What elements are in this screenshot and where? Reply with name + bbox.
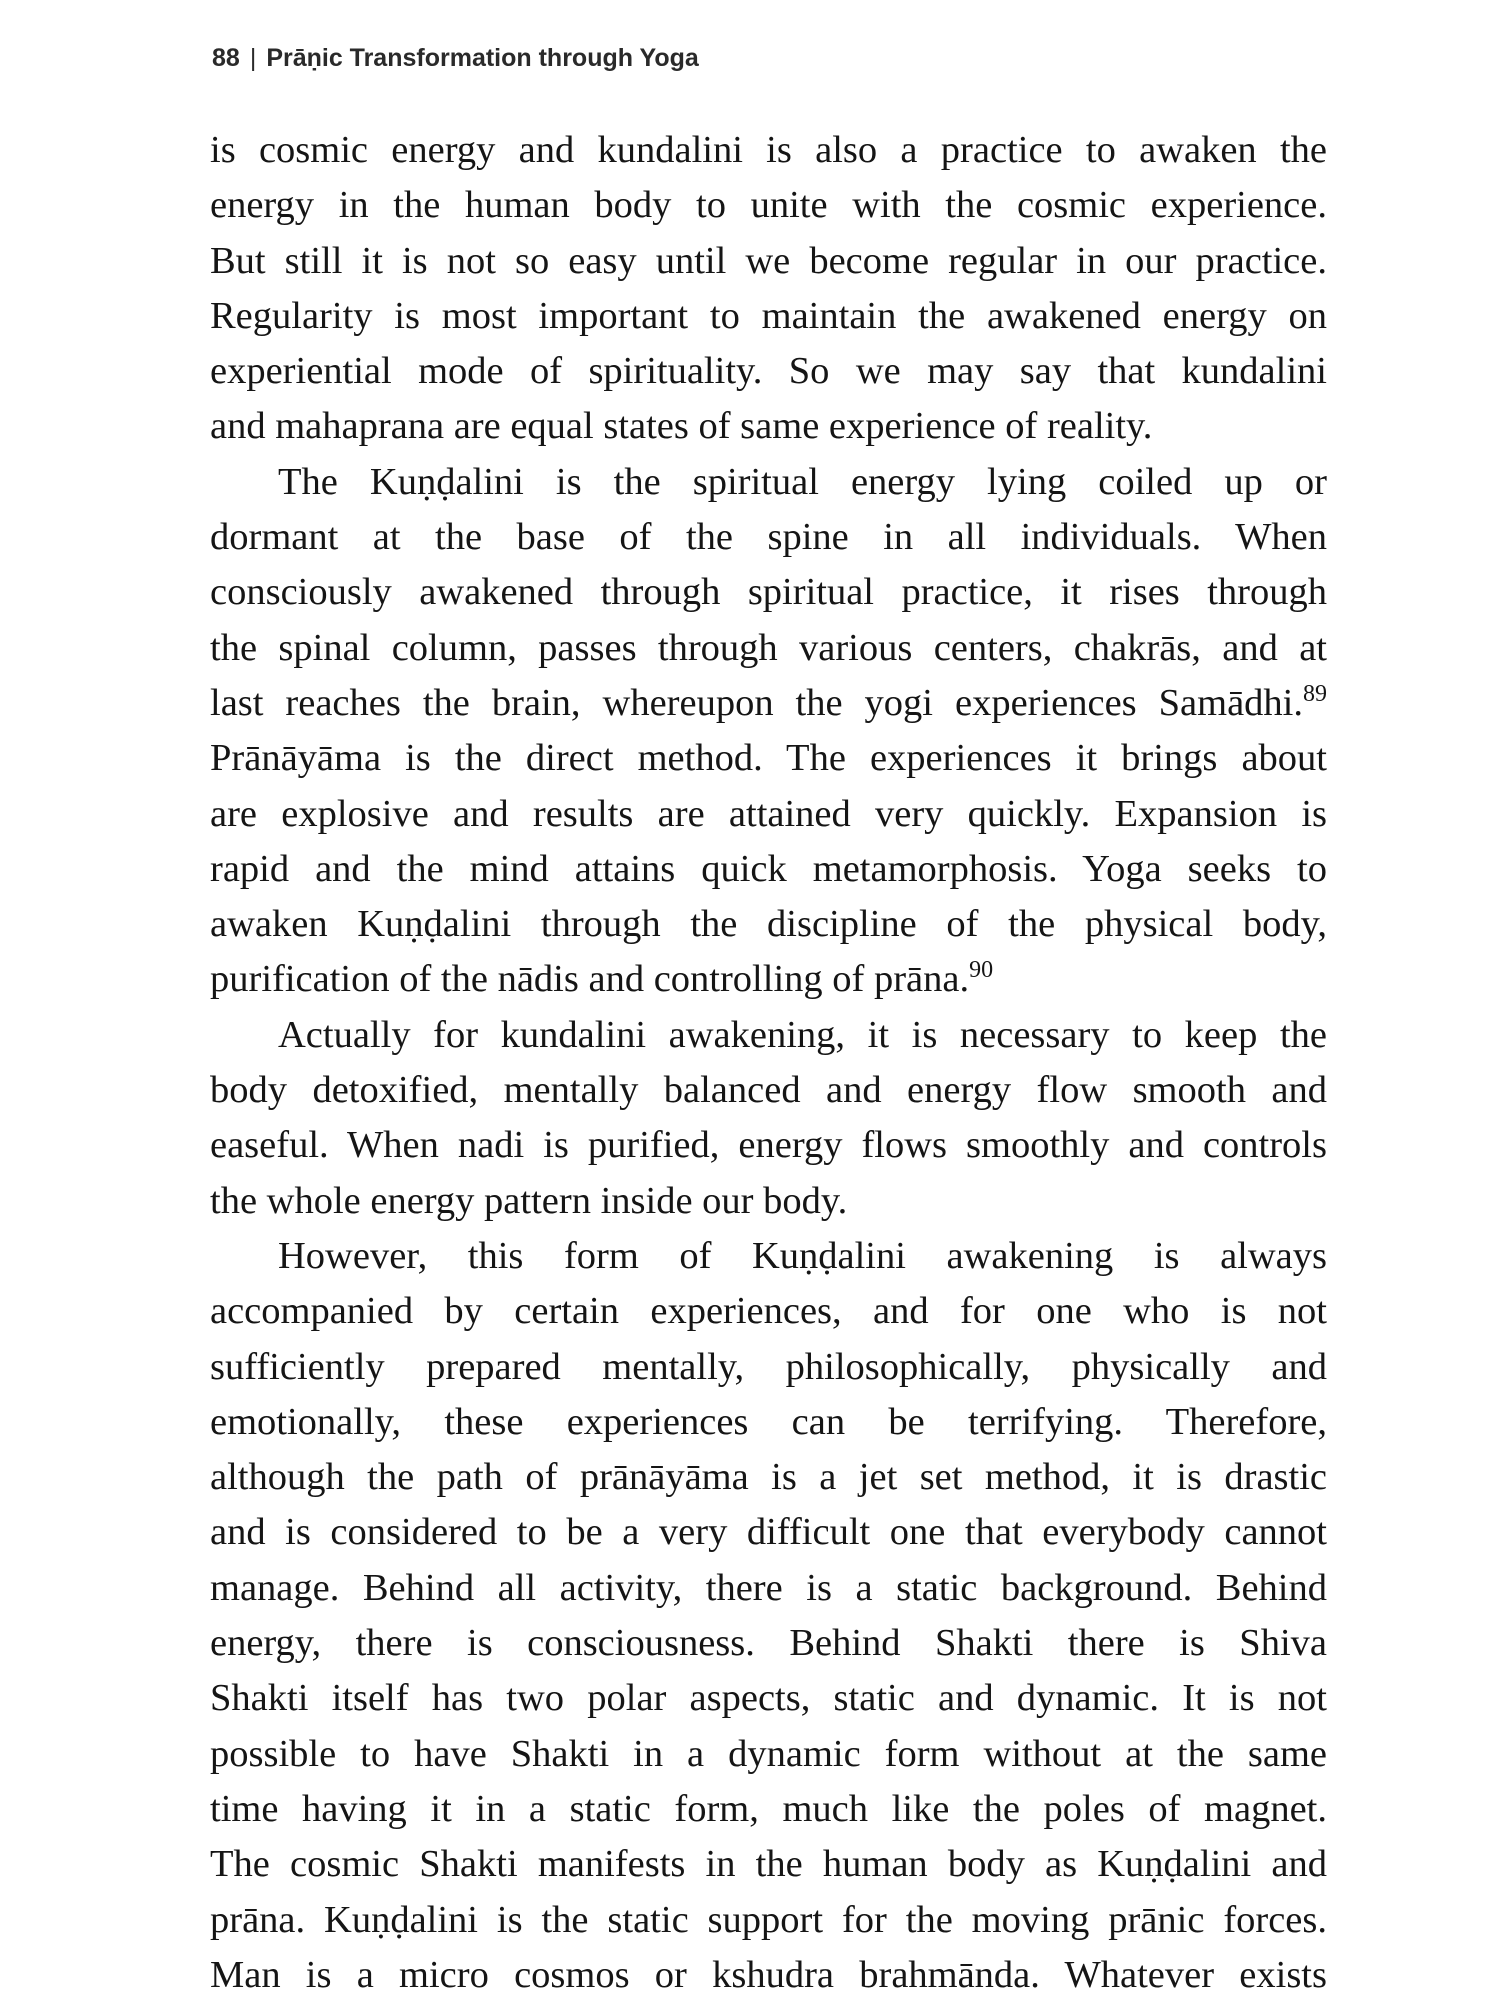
body-text — [210, 123, 1327, 2003]
line-text: However, this form of Kuṇḍalini awakening is always — [278, 1234, 1327, 1277]
line-text: energy, there is consciousness. Behind Shakti there is Shiva — [210, 1622, 1327, 1665]
text-line — [210, 178, 1327, 233]
text-line — [210, 1671, 1327, 1726]
text-line — [210, 621, 1327, 676]
line-text: The Kuṇḍalini is the spiritual energy lying coiled up or — [278, 460, 1327, 503]
line-text: and is considered to be a very difficult one that everybody cannot — [210, 1511, 1327, 1554]
book-title: Prāṇic Transformation through Yoga — [266, 44, 699, 72]
text-line — [210, 952, 1327, 1007]
text-line — [210, 731, 1327, 786]
line-text: and mahaprana are equal states of same experience of reality. — [210, 405, 1153, 448]
text-line — [210, 1837, 1327, 1892]
line-text: But still it is not so easy until we become regular in our practice. — [210, 239, 1327, 282]
line-text: emotionally, these experiences can be terrifying. Therefore, — [210, 1400, 1327, 1443]
text-line — [210, 1118, 1327, 1173]
text-line — [210, 234, 1327, 289]
line-text: Man is a micro cosmos or kshudra brahmānda. Whatever exists — [210, 1953, 1327, 1996]
text-line — [210, 1450, 1327, 1505]
text-line — [210, 787, 1327, 842]
header-separator: | — [249, 44, 257, 72]
text-line — [210, 1008, 1327, 1063]
line-text: rapid and the mind attains quick metamorphosis. Yoga seeks to — [210, 847, 1327, 890]
line-text: is cosmic energy and kundalini is also a practice to awaken the — [210, 129, 1327, 171]
line-text: consciously awakened through spiritual practice, it rises through — [210, 571, 1327, 614]
text-line — [210, 1340, 1327, 1395]
text-line — [210, 123, 1327, 178]
line-text: Actually for kundalini awakening, it is necessary to keep the — [278, 1013, 1327, 1056]
line-text: experiential mode of spirituality. So we may say that kundalini — [210, 350, 1327, 393]
line-text: energy in the human body to unite with the cosmic experience. — [210, 184, 1327, 227]
text-line — [210, 1229, 1327, 1284]
text-line — [210, 1505, 1327, 1560]
text-line — [210, 1395, 1327, 1450]
line-text: Prānāyāma is the direct method. The experiences it brings about — [210, 737, 1327, 780]
text-line — [210, 565, 1327, 620]
line-text: sufficiently prepared mentally, philosophically, physically and — [210, 1345, 1327, 1388]
text-line — [210, 1561, 1327, 1616]
text-line — [210, 1284, 1327, 1339]
line-text: Shakti itself has two polar aspects, static and dynamic. It is not — [210, 1677, 1327, 1720]
line-text: manage. Behind all activity, there is a static background. Behind — [210, 1566, 1327, 1609]
text-line — [210, 1948, 1327, 2003]
footnote-reference: 89 — [1303, 680, 1327, 707]
text-line — [210, 399, 1327, 454]
text-line — [210, 1727, 1327, 1782]
line-text: awaken Kuṇḍalini through the discipline of the physical body, — [210, 903, 1327, 946]
line-text: are explosive and results are attained very quickly. Expansion is — [210, 792, 1327, 835]
text-line — [210, 289, 1327, 344]
line-text: body detoxified, mentally balanced and energy flow smooth and — [210, 1069, 1327, 1112]
text-line — [210, 1893, 1327, 1948]
footnote-reference: 90 — [969, 957, 994, 984]
line-text: the spinal column, passes through various centers, chakrās, and at — [210, 626, 1327, 669]
page-number: 88 — [212, 44, 240, 72]
running-header — [212, 44, 699, 73]
text-line — [210, 1782, 1327, 1837]
text-line — [210, 1063, 1327, 1118]
text-line — [210, 676, 1327, 731]
line-text: purification of the nādis and controlling of prāna. — [210, 958, 970, 1001]
line-text: easeful. When nadi is purified, energy flows smoothly and controls — [210, 1124, 1327, 1167]
line-text: accompanied by certain experiences, and for one who is not — [210, 1290, 1327, 1333]
text-line — [210, 455, 1327, 510]
line-text: possible to have Shakti in a dynamic form without at the same — [210, 1732, 1327, 1775]
line-text: time having it in a static form, much like the poles of magnet. — [210, 1787, 1327, 1830]
text-line — [210, 897, 1327, 952]
line-text: although the path of prānāyāma is a jet set method, it is drastic — [210, 1456, 1327, 1499]
text-line — [210, 1616, 1327, 1671]
text-line — [210, 344, 1327, 399]
text-line — [210, 842, 1327, 897]
text-line — [210, 510, 1327, 565]
line-text: the whole energy pattern inside our body. — [210, 1179, 848, 1222]
line-text: prāna. Kuṇḍalini is the static support for the moving prānic forces. — [210, 1898, 1327, 1941]
line-text: The cosmic Shakti manifests in the human body as Kuṇḍalini and — [210, 1843, 1327, 1886]
line-text: Regularity is most important to maintain the awakened energy on — [210, 294, 1327, 337]
text-line — [210, 1174, 1327, 1229]
line-text: dormant at the base of the spine in all individuals. When — [210, 516, 1327, 559]
line-text: last reaches the brain, whereupon the yogi experiences Samādhi. — [210, 681, 1303, 724]
